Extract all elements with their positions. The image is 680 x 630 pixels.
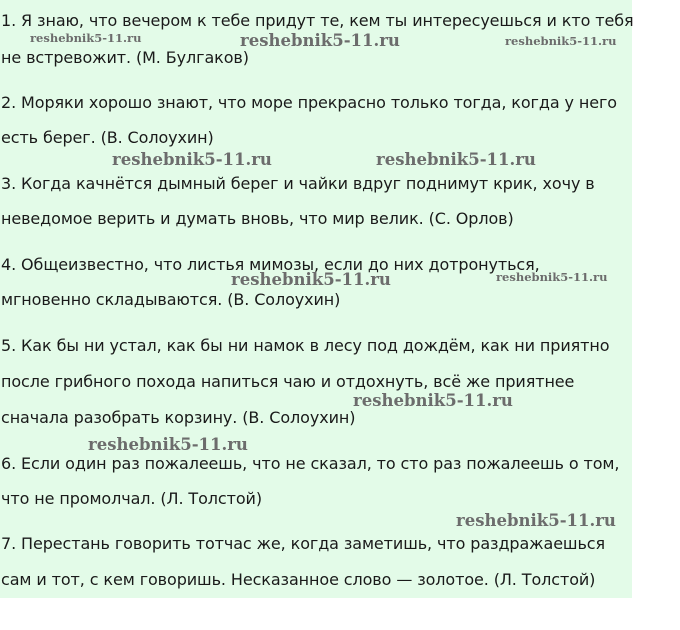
text-line: 7. Перестань говорить тотчас же, когда заметишь, что раздражаешься	[1, 534, 606, 553]
watermark: reshebnik5-11.ru	[240, 31, 400, 50]
watermark: reshebnik5-11.ru	[30, 31, 142, 45]
text-line: 1. Я знаю, что вечером к тебе придут те, кем ты интересуешься и кто тебя	[1, 11, 634, 30]
text-line: 3. Когда качнётся дымный берег и чайки вдруг поднимут крик, хочу в	[1, 174, 595, 193]
watermark: reshebnik5-11.ru	[88, 435, 248, 454]
text-line: сначала разобрать корзину. (В. Солоухин)	[1, 408, 356, 427]
text-line: 2. Моряки хорошо знают, что море прекрасно только тогда, когда у него	[1, 93, 617, 112]
text-line: 4. Общеизвестно, что листья мимозы, если до них дотронуться,	[1, 255, 540, 274]
text-line: сам и тот, с кем говоришь. Несказанное слово — золотое. (Л. Толстой)	[1, 570, 596, 589]
text-line: 5. Как бы ни устал, как бы ни намок в лесу под дождём, как ни приятно	[1, 336, 610, 355]
watermark: reshebnik5-11.ru	[353, 391, 513, 410]
watermark: reshebnik5-11.ru	[112, 150, 272, 169]
watermark: reshebnik5-11.ru	[376, 150, 536, 169]
text-line: неведомое верить и думать вновь, что мир велик. (С. Орлов)	[1, 209, 514, 228]
text-line: есть берег. (В. Солоухин)	[1, 128, 214, 147]
text-line: мгновенно складываются. (В. Солоухин)	[1, 290, 341, 309]
watermark: reshebnik5-11.ru	[496, 270, 608, 284]
watermark: reshebnik5-11.ru	[456, 511, 616, 530]
watermark: reshebnik5-11.ru	[231, 270, 391, 289]
watermark: reshebnik5-11.ru	[505, 34, 617, 48]
text-line: 6. Если один раз пожалеешь, что не сказал, то сто раз пожалеешь о том,	[1, 454, 620, 473]
text-line: что не промолчал. (Л. Толстой)	[1, 489, 262, 508]
text-line: после грибного похода напиться чаю и отдохнуть, всё же приятнее	[1, 372, 575, 391]
text-line: не встревожит. (М. Булгаков)	[1, 48, 249, 67]
